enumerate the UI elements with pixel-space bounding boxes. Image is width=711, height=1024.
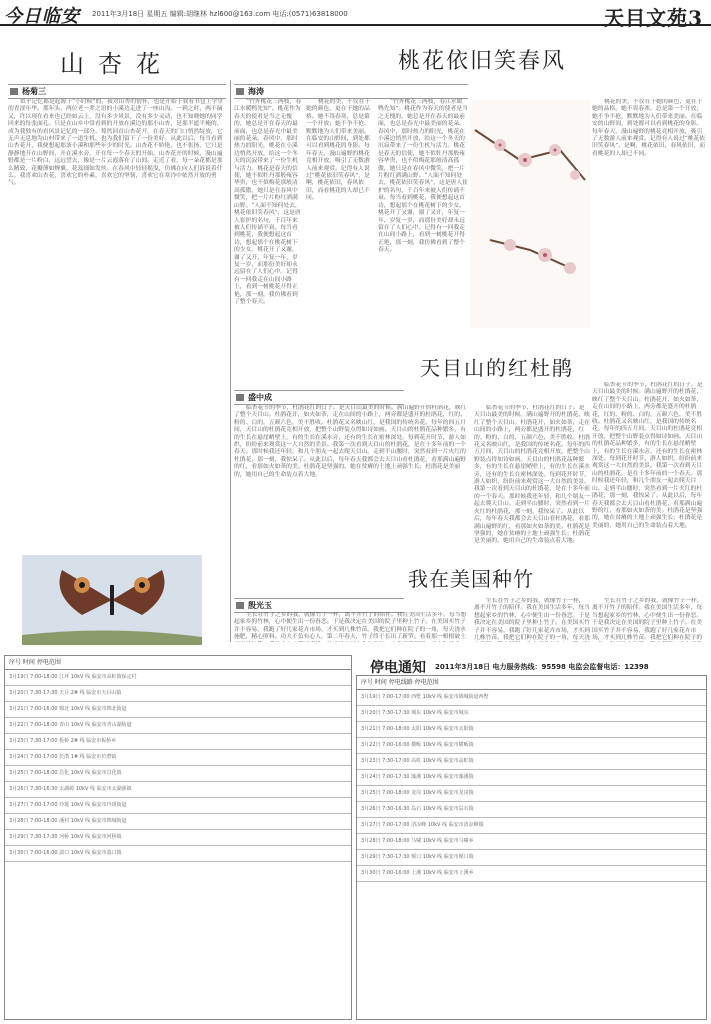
table-row: 3月27日 7:00-17:00 清凉峰 10kV 线 临安市清凉峰镇	[357, 818, 706, 834]
table-row: 3月29日 7:30-17:30 颊口 10kV 线 临安市颊口镇	[357, 850, 706, 866]
notice-table	[356, 675, 707, 1020]
issue-meta: 2011年3月18日 星期五 编辑:胡继林 hzl600@163.com 电话:(0571)63818000	[92, 10, 348, 18]
table-row: 3月27日 7:00-17:00 玲珑 10kV 线 临安市玲珑街道	[5, 798, 351, 814]
author-shanxinghua: 杨菊三	[8, 84, 226, 99]
table-row: 3月20日 7:30-17:30 城东 10kV 线 临安市城东	[357, 706, 706, 722]
article-body-hongzheyu-3: 临杏花节的季节，杜鹃花红的日子。是天目山最美的时候。满山遍野开的杜鹃花，映红了整个天目山。杜鹃花开，如火如荼，走在山间的小路上，两旁都是盛开的杜鹃花，红的、粉的、白的，五颜六色，美不胜收。杜鹃花又名映山红，是我国的传统名花。每年的四五月间，天目山的杜鹃花竞相开放，把整个山野装点得如诗如画。天目山的杜鹃花品种繁多，有的生长在悬崖峭壁上，有的生长在溪水旁，还有的生长在密林深处。每到花开时节，游人如织，纷纷前来观赏这一大自然的美景。我第一次看到天目山的杜鹃花，是在十多年前的一个春天。那时候我还年轻，和几个朋友一起去爬天目山。走到半山腰时，突然看到一片火红的杜鹃花，那一刻，我惊呆了。从此以后，每年春天我都会去天目山看杜鹃花，看那满山遍野的红，看那如火如荼的美。杜鹃花是坚强的，她在贫瘠的土地上顽强生长；杜鹃花是美丽的，她用自己的生命装点着大地。	[592, 382, 703, 529]
peach-blossom-photo	[470, 100, 590, 328]
table-row: 3月23日 7:30-17:00 板桥 2# 线 临安市板桥乡	[5, 734, 351, 750]
table-row: 3月28日 7:00-18:00 潘村 10kV 线 临安市锦城街道	[5, 814, 351, 830]
author-taohua: 海涛	[234, 84, 468, 99]
table-row: 3月25日 7:00-18:00 龙岗 10kV 线 临安市龙岗镇	[357, 786, 706, 802]
table-row: 3月25日 7:00-18:00 昌化 10kV 线 临安市昌化镇	[5, 766, 351, 782]
table-row: 3月26日 7:30-16:30 太湖源 10kV 线 临安市太湖源镇	[5, 782, 351, 798]
table-row: 3月26日 7:30-16:30 岛石 10kV 线 临安市岛石镇	[357, 802, 706, 818]
schedule-table	[4, 655, 352, 1020]
table-row: 3月21日 7:00-16:00 锦北 10kV 线 临安市锦北街道	[5, 702, 351, 718]
table-row: 3月24日 7:00-17:00 於潜 1# 线 临安市於潜镇	[5, 750, 351, 766]
article-body-shanxinghua: 似乎记忆都是起源于“小时候”的。我对山杏的情怀，也是开始于我看书包上学堂的青涩年华。那年头，两位老一辈之语的小溪边走进了一座山沟。一到之时，两不摘又，许以现在看来也已经如云上，没有多少风景，没有多少灵动，也不知晓她的同学回来的每张面孔。只是在山乡中常看到的开放在溪边的那小山杏，是那半遮半掩的，成为我独有的看风景记忆的一部分。蓦然回首山杏花开，在春天的门口悄然绽放，它无声无息地为山村带来了一道生机，也为我们留下了一份美好。从此以后，每当看到山杏花开，我便想起那条小溪和那些年少的时光。山杏花不娇艳，也不张扬，它只是静静地开在山野间，开在溪水旁，开在每一个春天的开始。山杏花开的时候，漫山遍野都是一片粉白，远远望去，像是一片云霞落在了山间。走近了看，每一朵花都是那么精致，花瓣薄如蝉翼，花蕊细如发丝。在春风中轻轻摇曳，仿佛在向人们诉说着什么。我喜欢山杏花，喜欢它的朴素，喜欢它的坚韧，喜欢它在寒冷中依然开放的勇气。	[8, 99, 224, 187]
article-body-taohua-2: 桃花的美，不仅在于她的颜色，更在于她的品格。她不畏春寒，总是第一个开放；她不争不抢，默默地为人们带来美丽。在临安的山野间，到处都可以看到桃花的身影。每年春天，漫山遍野的桃花竞相开放，吸引了无数游人前来观赏。记得有人说过“桃花依旧笑春风”，是啊，桃花依旧，春风依旧，而看桃花的人却已不同。	[306, 99, 371, 202]
table-row: 3月28日 7:00-18:00 马啸 10kV 线 临安市马啸乡	[357, 834, 706, 850]
article-title-hongzheyu: 天目山的红杜鹃	[420, 356, 574, 380]
article-title-shanxinghua: 山杏花	[60, 50, 174, 78]
notice-title: 停电通知	[370, 660, 426, 676]
schedule-table-header: 序号 时间 停电范围	[5, 656, 351, 670]
table-row: 3月30日 7:00-16:00 上溪 10kV 线 临安市上溪乡	[357, 866, 706, 882]
table-row: 3月19日 7:00-18:00 江坪 10kV 线 临安市高虹镇保定村	[5, 670, 351, 686]
table-row: 3月24日 7:00-17:30 藻溪 10kV 线 临安市藻溪镇	[357, 770, 706, 786]
article-title-taohua: 桃花依旧笑春风	[398, 49, 567, 74]
table-row: 3月20日 7:30-17:30 天目 2# 线 临安市天目山镇	[5, 686, 351, 702]
author-hongzheyu: 盛中成	[234, 390, 404, 405]
author-zhongzhu: 殷光玉	[234, 598, 404, 613]
article-body-hongzheyu: 临杏花节的季节，杜鹃花红的日子。是天目山最美的时候。满山遍野开的杜鹃花，映红了整个天目山。杜鹃花开，如火如荼，走在山间的小路上，两旁都是盛开的杜鹃花，红的、粉的、白的，五颜六色，美不胜收。杜鹃花又名映山红，是我国的传统名花。每年的四五月间，天目山的杜鹃花竞相开放，把整个山野装点得如诗如画。天目山的杜鹃花品种繁多，有的生长在悬崖峭壁上，有的生长在溪水旁，还有的生长在密林深处。每到花开时节，游人如织，纷纷前来观赏这一大自然的美景。我第一次看到天目山的杜鹃花，是在十多年前的一个春天。那时候我还年轻，和几个朋友一起去爬天目山。走到半山腰时，突然看到一片火红的杜鹃花，那一刻，我惊呆了。从此以后，每年春天我都会去天目山看杜鹃花，看那满山遍野的红，看那如火如荼的美。杜鹃花是坚强的，她在贫瘠的土地上顽强生长；杜鹃花是美丽的，她用自己的生命装点着大地。	[234, 405, 467, 478]
table-row: 3月29日 7:30-17:30 河桥 10kV 线 临安市河桥镇	[5, 830, 351, 846]
article-body-taohua-4: 桃花的美，不仅在于她的颜色，更在于她的品格。她不畏春寒，总是第一个开放；她不争不抢，默默地为人们带来美丽。在临安的山野间，到处都可以看到桃花的身影。每年春天，漫山遍野的桃花竞相开放，吸引了无数游人前来观赏。记得有人说过“桃花依旧笑春风”，是啊，桃花依旧，春风依旧，而看桃花的人却已不同。	[592, 99, 706, 157]
table-row: 3月21日 7:00-18:00 太阳 10kV 线 临安市太阳镇	[357, 722, 706, 738]
article-body-taohua-3: “竹外桃花三两枝，春江水暖鸭先知”。桃花作为春天的使者是当之无愧的，她总是开在春天的最前面，也总是春光中最美丽的花朵。春风中，那时热力的阳光，桃花在小溪边悄然开放，给这一个冬天的沉寂带来了一份生机与活力。桃花是春天的信使，她不似牡丹那般雍容华贵，也不似梅花那般清高孤傲，她只是在春风中微笑，把一片片粉红洒满山野。“人面不知何处去，桃花依旧笑春风”，这是唐人崔护的名句，千百年来被人们传诵不衰。每当看到桃花，我便想起这首诗，想起那个在桃花树下的少女。桃花开了又谢，谢了又开，年复一年，岁复一岁，而那份美好却永远留在了人们心中。记得有一回我走在山间小路上，看到一树桃花开得正艳，那一刻，我仿佛看到了整个春天。	[378, 99, 468, 254]
table-row: 3月19日 7:00-17:00 西墅 10kV 线 临安市锦城街道西墅	[357, 690, 706, 706]
article-body-zhongzhu-3: 生长在竹子之乡的我，就像竹子一样，离不开竹子的陪伴。我在美国生活多年，每当想起家乡的竹林，心中便生出一份眷恋。于是我决定在美国的院子里种上竹子。在美国买竹子并不容易，我跑了好几家花卉市场，才买到几株竹苗。我把它们种在院子的	[592, 598, 703, 642]
butterfly-photo	[22, 555, 202, 645]
notice-subtitle: 2011年3月18日 电力服务热线：95598 电监会监督电话：12398	[435, 663, 649, 671]
newspaper-logo: 今日临安	[4, 6, 80, 27]
article-body-taohua: “竹外桃花三两枝，春江水暖鸭先知”。桃花作为春天的使者是当之无愧的，她总是开在春天的最前面，也总是春光中最美丽的花朵。春风中，那时热力的阳光，桃花在小溪边悄然开放，给这一个冬天的沉寂带来了一份生机与活力。桃花是春天的信使，她不似牡丹那般雍容华贵，也不似梅花那般清高孤傲，她只是在春风中微笑，把一片片粉红洒满山野。“人面不知何处去，桃花依旧笑春风”，这是唐人崔护的名句，千百年来被人们传诵不衰。每当看到桃花，我便想起这首诗，想起那个在桃花树下的少女。桃花开了又谢，谢了又开，年复一年，岁复一岁，而那份美好却永远留在了人们心中。记得有一回我走在山间小路上，看到一树桃花开得正艳，那一刻，我仿佛看到了整个春天。	[234, 99, 302, 305]
page-name: 天目文苑3	[604, 6, 703, 30]
table-row: 3月22日 7:00-18:00 青山 10kV 线 临安市青山湖街道	[5, 718, 351, 734]
table-row: 3月22日 7:00-16:00 横畈 10kV 线 临安市横畈镇	[357, 738, 706, 754]
article-title-zhongzhu: 我在美国种竹	[408, 567, 534, 591]
masthead	[0, 0, 711, 30]
table-row: 3月23日 7:30-17:00 高虹 10kV 线 临安市高虹镇	[357, 754, 706, 770]
article-body-hongzheyu-2: 临杏花节的季节，杜鹃花红的日子。是天目山最美的时候。满山遍野开的杜鹃花，映红了整个天目山。杜鹃花开，如火如荼，走在山间的小路上，两旁都是盛开的杜鹃花，红的、粉的、白的，五颜六色，美不胜收。杜鹃花又名映山红，是我国的传统名花。每年的四五月间，天目山的杜鹃花竞相开放，把整个山野装点得如诗如画。天目山的杜鹃花品种繁多，有的生长在悬崖峭壁上，有的生长在溪水旁，还有的生长在密林深处。每到花开时节，游人如织，纷纷前来观赏这一大自然的美景。我第一次看到天目山的杜鹃花，是在十多年前的一个春天。那时候我还年轻，和几个朋友一起去爬天目山。走到半山腰时，突然看到一片火红的杜鹃花，那一刻，我惊呆了。从此以后，每年春天我都会去天目山看杜鹃花，看那满山遍野的红，看那如火如荼的美。杜鹃花是坚强的，她在贫瘠的土地上顽强生长；杜鹃花是美丽的，她用自己的生命装点着大地。	[474, 405, 590, 545]
table-row: 3月30日 7:00-16:00 湍口 10kV 线 临安市湍口镇	[5, 846, 351, 862]
notice-table-header: 序号 时间 停电线路 停电范围	[357, 676, 706, 690]
column-divider	[230, 80, 231, 642]
article-body-zhongzhu: 生长在竹子之乡的我，就像竹子一样，离不开竹子的陪伴。我在美国生活多年，每当想起家乡的竹林，心中便生出一份眷恋。于是我决定在美国的院子里种上竹子。在美国买竹子并不容易，我跑了好几家花卉市场，才买到几株竹苗。我把它们种在院子的一角，每天浇水施肥，精心照料。功夫不负有心人，第二年春天，竹子终于长出了新笋。看着那一根根破土	[234, 612, 467, 641]
article-body-zhongzhu-2: 生长在竹子之乡的我，就像竹子一样，离不开竹子的陪伴。我在美国生活多年，每当想起家乡的竹林，心中便生出一份眷恋。于是我决定在美国的院子里种上竹子。在美国买竹子并不容易，我跑了好几家花卉市场，才买到几株竹苗。我把它们种在院子的一角，每天浇	[474, 598, 590, 642]
